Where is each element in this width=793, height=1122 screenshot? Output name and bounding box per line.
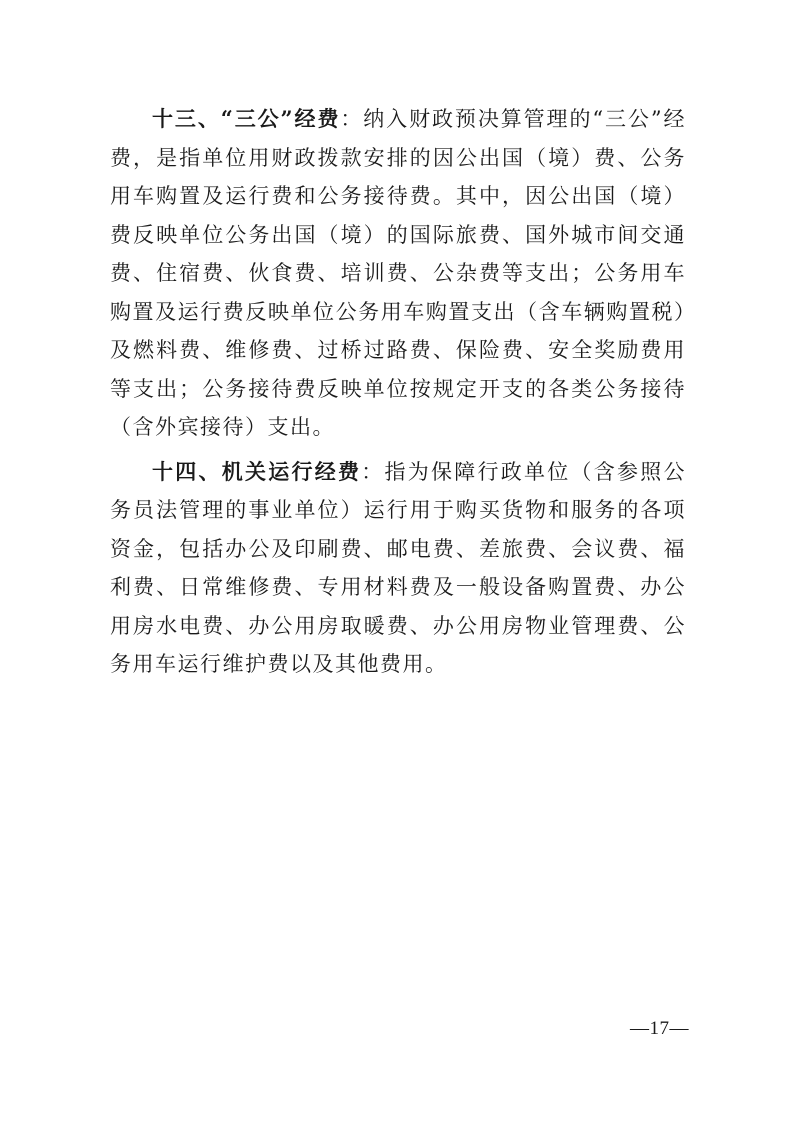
definition-sangong-expenses: ：纳入财政预决算管理的“三公”经费，是指单位用财政拨款安排的因公出国（境）费、公务用车购置及运行费和公务接待费。其中，因公出国（境）费反映单位公务出国（境）的国际旅费、国外城市间交通费、住宿费、伙食费、培训费、公杂费等支出；公务用车购置及运行费反映单位公务用车购置支出（含车辆购置税）及燃料费、维修费、过桥过路费、保险费、安全奖励费用等支出；公务接待费反映单位按规定开支的各类公务接待（含外宾接待）支出。 — [110, 107, 686, 439]
page-number: —17— — [630, 1018, 689, 1039]
term-operating-expenses: 十四、机关运行经费 — [152, 458, 362, 484]
term-sangong-expenses: 十三、“三公”经费 — [152, 106, 341, 131]
definition-operating-expenses: ：指为保障行政单位（含参照公务员法管理的事业单位）运行用于购买货物和服务的各项资金，包括办公及印刷费、邮电费、差旅费、会议费、福利费、日常维修费、专用材料费及一般设备购置费、办公用房水电费、办公用房取暖费、办公用房物业管理费、公务用车运行维护费以及其他费用。 — [110, 459, 686, 676]
paragraph-operating-expenses — [110, 453, 686, 684]
paragraph-sangong-expenses — [110, 100, 686, 447]
document-body — [110, 100, 686, 690]
